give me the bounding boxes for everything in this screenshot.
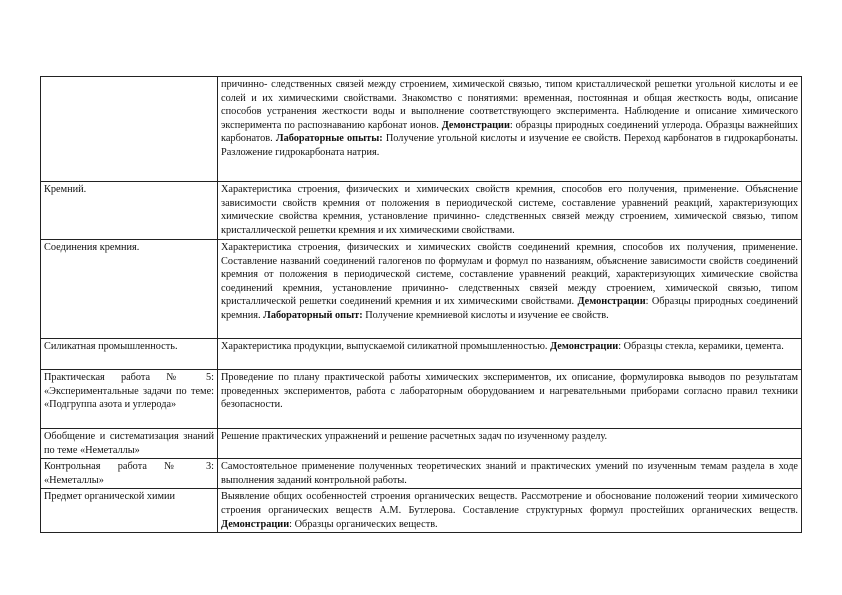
table-row	[41, 459, 802, 489]
text-run: Самостоятельное применение полученных теоретических знаний и практических умений по изученным темам раздела в ходе выполнения заданий контрольной работы.	[221, 461, 798, 486]
text-run: причинно- следственных связей между строением, химической связью, типом кристаллической решетки угольной кислоты и ее солей и их химическими свойствами. Знакомство с понятиями: временная, постоянная и общая жесткость воды, описание способов устранения жесткости воды и выполнение соответствующего эксперимента. Наблюдение и описание химического эксперимента по распознаванию карбонат ионов.	[221, 79, 798, 131]
bold-label: Демонстрации	[221, 518, 290, 530]
table-row	[41, 489, 802, 533]
description-cell	[218, 182, 802, 240]
table-row	[41, 429, 802, 459]
description-cell	[218, 77, 802, 182]
topic-cell: Обобщение и систематизация знаний по теме «Неметаллы»	[41, 429, 218, 459]
topic-cell: Предмет органической химии	[41, 489, 218, 533]
description-cell	[218, 370, 802, 429]
text-run: Получение угольной кислоты и изучение ее свойств. Переход карбонатов в гидрокарбонаты. Разложение гидрокарбоната натрия.	[221, 133, 799, 158]
table-row	[41, 77, 802, 182]
text-run: Проведение по плану практической работы химических экспериментов, их описание, формулировка выводов по результатам проведенных экспериментов, работа с лабораторным оборудованием и нагревательными приборами согласно правил техники безопасности.	[221, 372, 798, 411]
description-cell	[218, 429, 802, 459]
table-row	[41, 370, 802, 429]
description-cell	[218, 240, 802, 339]
text-run: : образцы природных соединений углерода. Образцы важнейших карбонатов.	[221, 119, 798, 145]
text-run: Выявление общих особенностей строения органических веществ. Рассмотрение и обоснование положений теории химического строения органических веществ А.М. Бутлерова. Составление структурных формул простейших органических веществ.	[221, 491, 798, 516]
description-cell	[218, 489, 802, 533]
topic-cell: Соединения кремния.	[41, 240, 218, 339]
topic-cell: Силикатная промышленность.	[41, 339, 218, 370]
text-run: Получение кремниевой кислоты и изучение ее свойств.	[362, 309, 609, 321]
table-row	[41, 240, 802, 339]
document-page	[40, 76, 802, 533]
bold-label: Лабораторный опыт:	[263, 309, 363, 321]
text-run: : Образцы природных соединений кремния.	[221, 296, 798, 321]
bold-label: Демонстрации	[441, 119, 510, 131]
topic-cell: Практическая работа № 5: «Экспериментальные задачи по теме: «Подгруппа азота и углерода»	[41, 370, 218, 429]
topic-cell: Кремний.	[41, 182, 218, 240]
bold-label: Лабораторные опыты:	[275, 133, 383, 145]
text-run: : Образцы стекла, керамики, цемента.	[618, 341, 784, 352]
text-run: Решение практических упражнений и решение расчетных задач по изученному разделу.	[221, 431, 608, 442]
bold-label: Демонстрации	[550, 341, 619, 352]
table-row	[41, 182, 802, 240]
curriculum-table-body	[41, 77, 802, 533]
text-run: Характеристика строения, физических и химических свойств соединений кремния, способов их получения, применение. Составление названий соединений галогенов по формулам и формул по названиям, объяснение зависимости свойств соединений кремния от положения в периодической системе, составление уравнений реакций, характеризующих химические свойства соединений кремния, установление причинно- следственных связей между строением, химической связью, типом кристаллической решетки соединений кремния и их химическими свойствами.	[221, 242, 798, 308]
topic-cell	[41, 77, 218, 182]
text-run: Характеристика продукции, выпускаемой силикатной промышленностью.	[221, 341, 551, 352]
text-run: : Образцы органических веществ.	[289, 518, 438, 530]
text-run: Характеристика строения, физических и химических свойств кремния, способов его получения, применение. Объяснение зависимости свойств кремния от положения в периодической системе, составление уравнений реакций, характеризующих химические свойства кремния, установление причинно- следственных связей между строением, химической связью, типом кристаллической решетки кремния и их химическими свойствами.	[221, 184, 798, 236]
curriculum-table	[40, 76, 802, 533]
description-cell	[218, 339, 802, 370]
bold-label: Демонстрации	[577, 296, 646, 308]
topic-cell: Контрольная работа № 3: «Неметаллы»	[41, 459, 218, 489]
table-row	[41, 339, 802, 370]
description-cell	[218, 459, 802, 489]
